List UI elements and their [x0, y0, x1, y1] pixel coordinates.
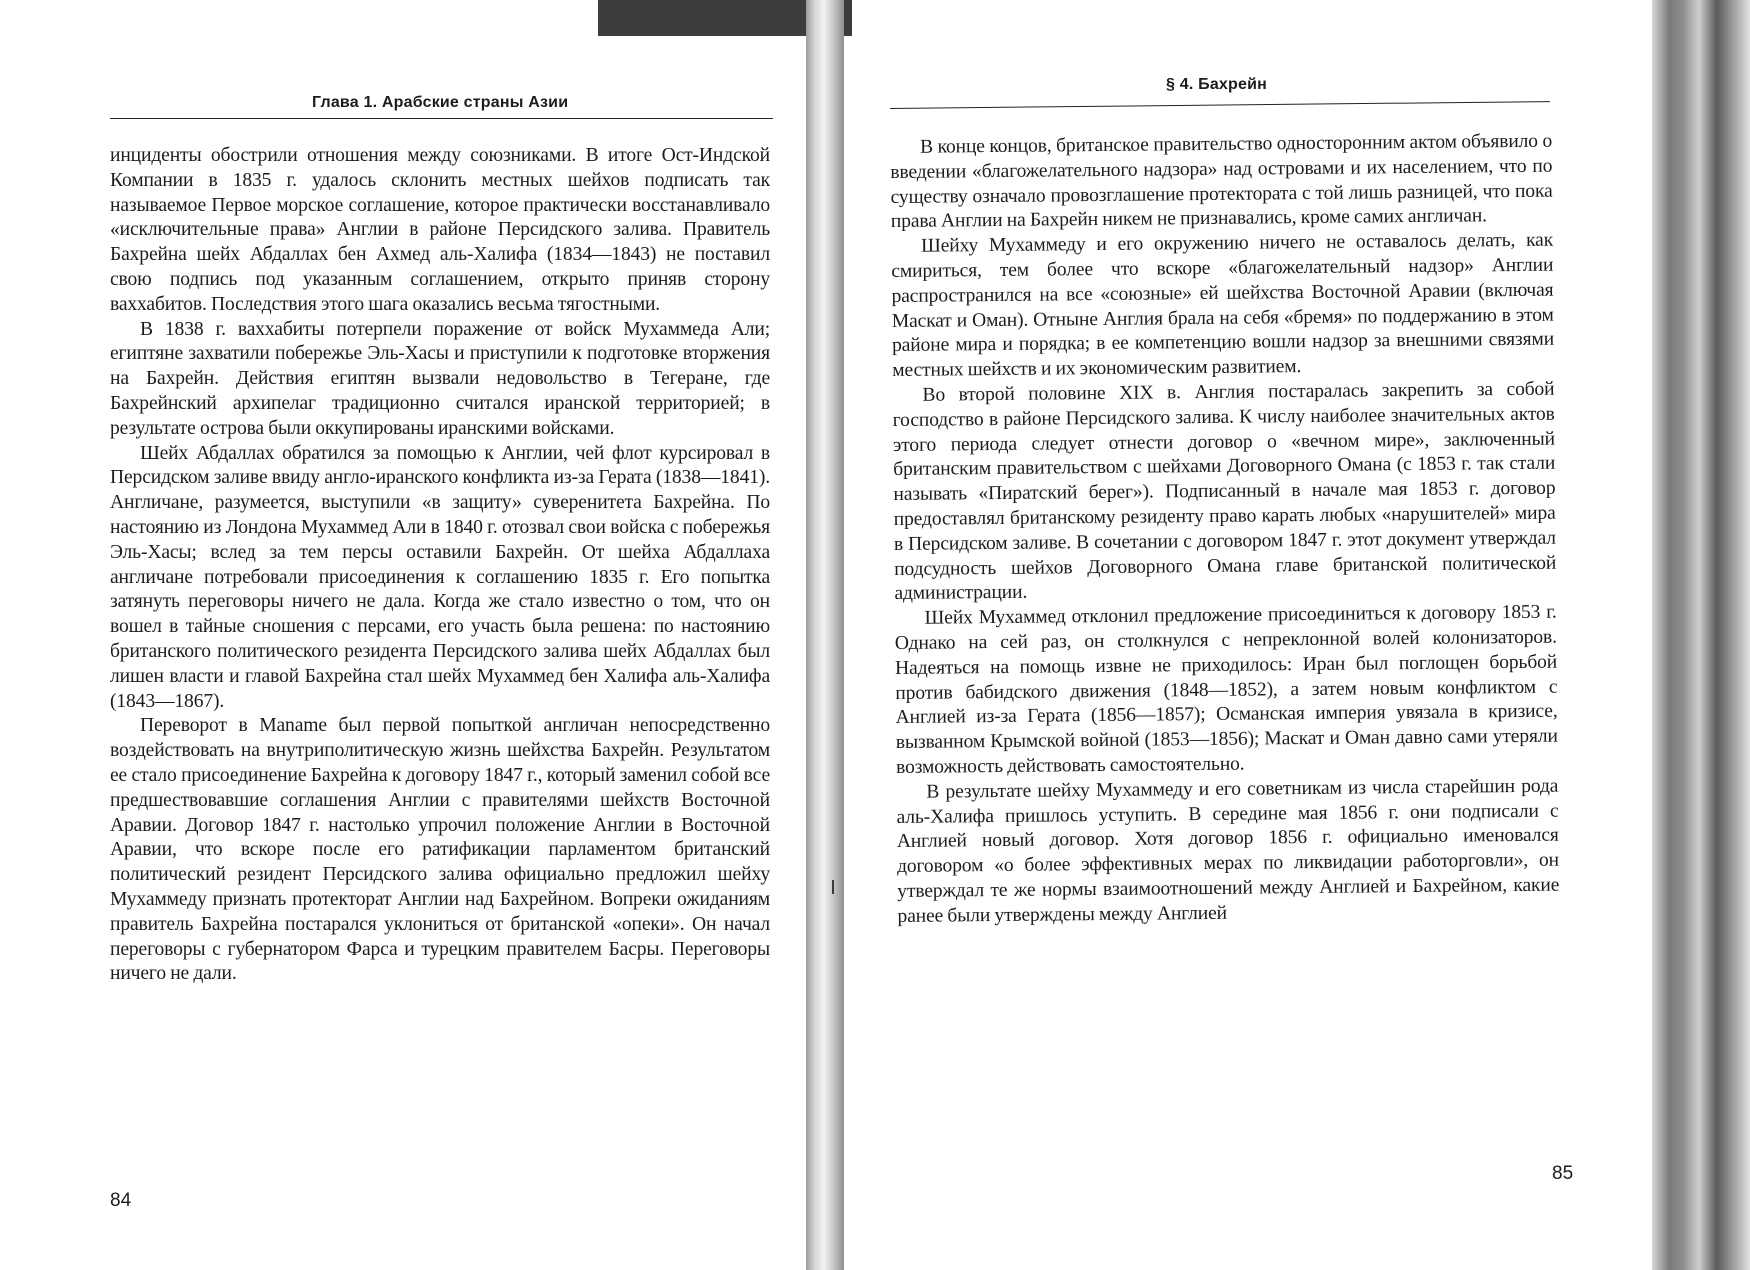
paragraph: В конце концов, британское правительство односторонним актом объявило о введении «благожелательного надзора» над островами и их населением, что по существу означало провозглашение протектората с той лишь разницей, что пока права Англии на Бахрейн никем не признавались, кроме самих англичан.	[890, 130, 1553, 233]
paragraph: Шейху Мухаммеду и его окружению ничего не оставалось делать, как смириться, тем более что вскоре «благожелательный надзор» Англии распространился на все «союзные» ей шейхства Восточной Аравии (включая Маскат и Оман). Отныне Англия брала на себя «бремя» по поддержанию в этом районе мира и порядка; в ее компетенцию вошли надзор за внешними связями местных шейхств и их экономическим развитием.	[891, 229, 1555, 382]
header-rule-right	[890, 101, 1550, 109]
page-edge-shadow	[1652, 0, 1750, 1270]
page-number-left: 84	[110, 1190, 132, 1211]
paragraph: Шейх Абдаллах обратился за помощью к Англии, чей флот курсировал в Персидском заливе ввиду англо-иранского конфликта из-за Герата (1838—1841). Англичане, разумеется, выступили «в защиту» суверенитета Бахрейна. По настоянию из Лондона Мухаммед Али в 1840 г. отозвал свои войска с побережья Эль-Хасы; вслед за тем персы оставили Бахрейн. От шейха Абдаллаха англичане потребовали присоединения к соглашению 1835 г. Его попытка затянуть переговоры ничего не дала. Когда же стало известно о том, что он вошел в тайные сношения с персами, его участь была решена: по настоянию британского политического резидента Персидского залива шейх Абдаллах был лишен власти и главой Бахрейна стал шейх Мухаммед бен Халифа аль-Халифа (1843—1867).	[110, 442, 770, 712]
paragraph: Переворот в Маname был первой попыткой англичан непосредственно воздействовать на внутриполитическую жизнь шейхства Бахрейн. Результатом ее стало присоединение Бахрейна к договору 1847 г., который заменил собой все предшествовавшие соглашения Англии с правителями шейхств Восточной Аравии. Договор 1847 г. настолько упрочил положение Англии в Восточной Аравии, что вскоре после его ратификации парламентом британский политический резидент Персидского залива официально предложил шейху Мухаммеду признать протекторат Англии над Бахрейном. Вопреки ожиданиям правитель Бахрейна постарался уклониться от британской «опеки». Он начал переговоры с губернатором Фарса и турецким правителем Басры. Переговоры ничего не дали.	[110, 715, 770, 985]
paragraph: В 1838 г. ваххабиты потерпели поражение от войск Мухаммеда Али; египтяне захватили побережье Эль-Хасы и приступили к подготовке вторжения на Бахрейн. Действия египтян вызвали недовольство в Тегеране, где Бахрейнский архипелаг традиционно считался иранской территорией; в результате острова были оккупированы иранскими войсками.	[110, 318, 770, 439]
book-spine-gutter	[806, 0, 844, 1270]
page-number-right: 85	[1552, 1163, 1574, 1184]
paragraph: Во второй половине XIX в. Англия постаралась закрепить за собой господство в районе Персидского залива. К числу наиболее значительных актов этого периода следует отнести договор о «вечном мире», заключенный британским правительством с шейхами Договорного Омана (с 1853 г. так стали называть «Пиратский берег»). Подписанный в начале мая 1853 г. договор предоставлял британскому резиденту право карать любых «нарушителей» мира в Персидском заливе. В сочетании с договором 1847 г. этот документ утверждал подсудность шейхов Договорного Омана главе британской политической администрации.	[892, 378, 1557, 605]
paragraph: Шейх Мухаммед отклонил предложение присоединиться к договору 1853 г. Однако на сей раз, он столкнулся с непреклонной волей колонизаторов. Надеяться на помощь извне не приходилось: Иран был поглощен борьбой против бабидского движения (1848—1852), а затем новым конфликтом с Англией из-за Герата (1856—1857); Османская империя увязала в кризисе, вызванном Крымской войной (1853—1856); Маскат и Оман давно сами утеряли возможность действовать самостоятельно.	[894, 601, 1558, 778]
header-rule-left	[110, 118, 773, 119]
running-head-left: Глава 1. Арабские страны Азии	[312, 94, 569, 111]
running-head-right: § 4. Бахрейн	[1166, 76, 1268, 93]
paragraph: инциденты обострили отношения между союзниками. В итоге Ост-Индской Компании в 1835 г. удалось склонить местных шейхов подписать так называемое Первое морское соглашение, которое практически восстанавливало «исключительные права» Англии в районе Персидского залива. Правитель Бахрейна шейх Абдаллах бен Ахмед аль-Халифа (1834—1843) не поставил свою подпись под указанным соглашением, открыто приняв сторону ваххабитов. Последствия этого шага оказались весьма тягостными.	[110, 145, 770, 315]
right-page-body	[890, 130, 1560, 930]
paragraph: В результате шейху Мухаммеду и его советникам из числа старейшин рода аль-Халифа пришлось уступить. В середине мая 1856 г. они подписали с Англией новый договор. Хотя договор 1856 г. официально именовался договором «о более эффективных мерах по ликвидации работорговли», он утверждал те же нормы взаимоотношений между Англией и Бахрейном, какие ранее были утверждены между Англией	[896, 775, 1560, 927]
gutter-mark	[832, 880, 834, 894]
left-page-body	[110, 144, 770, 987]
